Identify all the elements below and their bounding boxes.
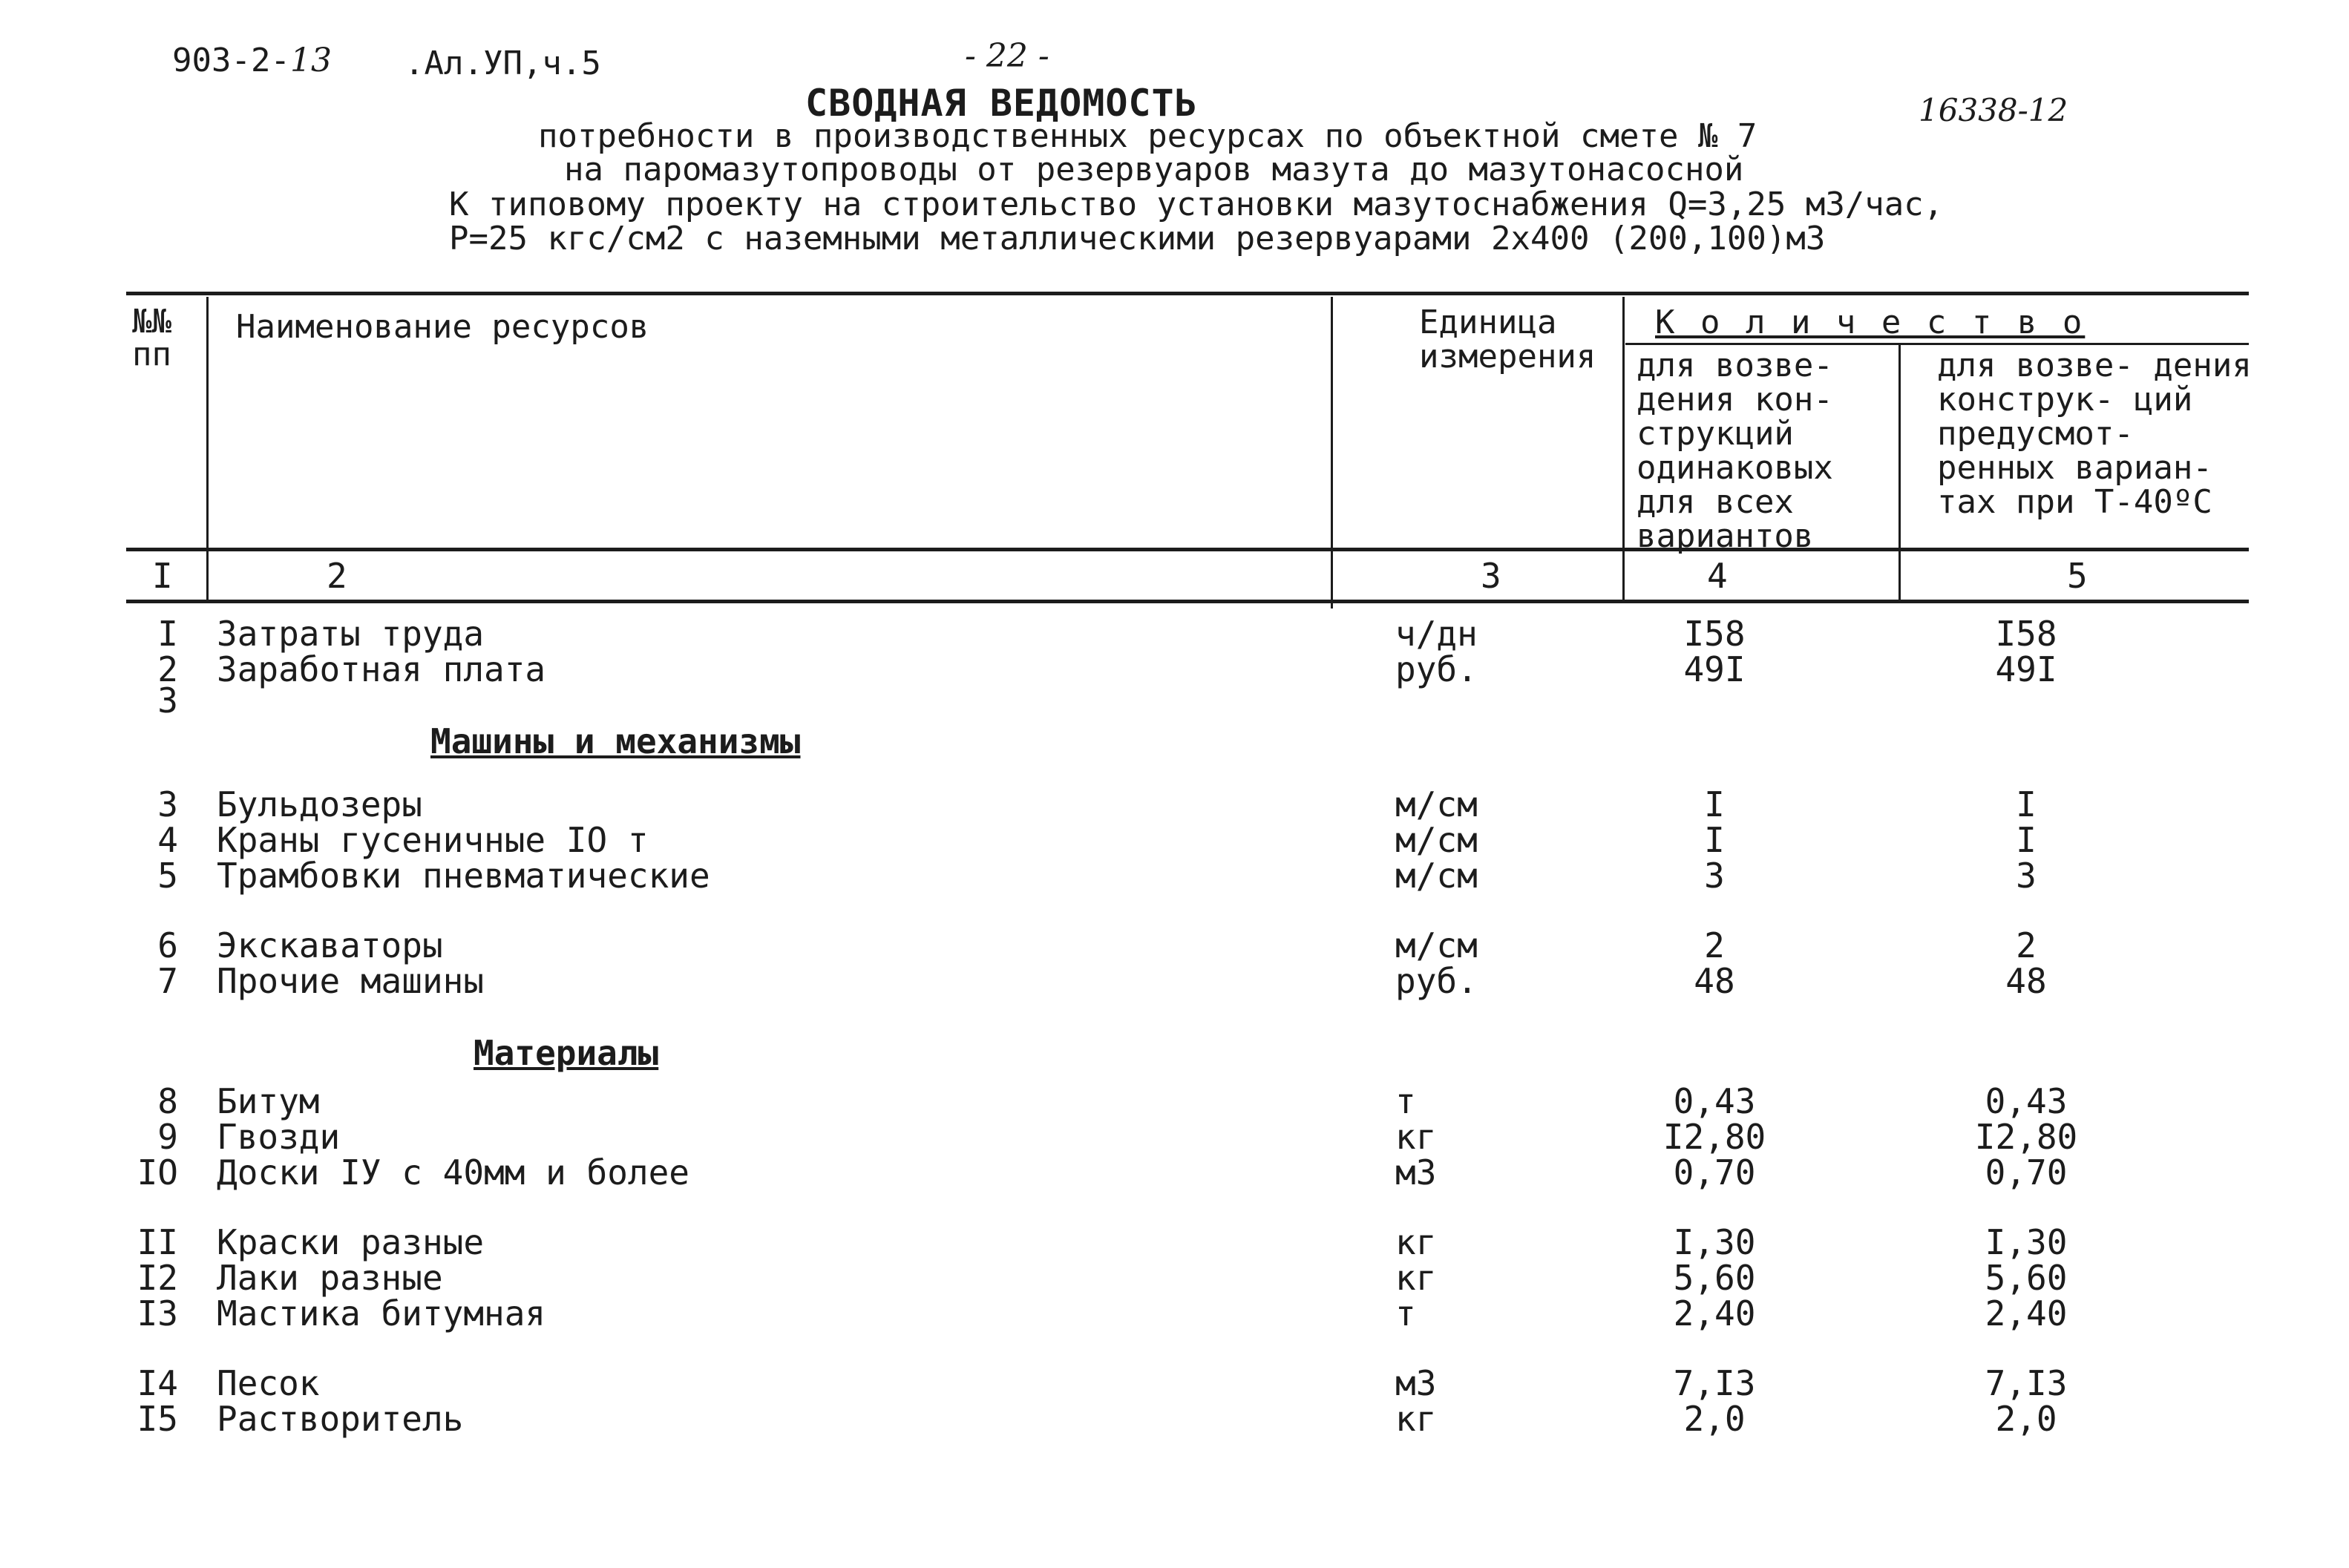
quantity-common: I xyxy=(1704,820,1725,860)
quantity-common: 2,40 xyxy=(1673,1293,1756,1334)
section-machines: Машины и механизмы xyxy=(430,721,801,761)
page-number: - 22 - xyxy=(965,37,1049,75)
unit-value: т xyxy=(1395,1293,1416,1334)
row-number: 3 xyxy=(157,784,178,824)
row-number: 2 xyxy=(157,649,178,689)
subtitle-line-3: К типовому проекту на строительство установки мазутоснабжения Q=3,25 м3/час, xyxy=(449,186,1944,223)
registration-stamp: 16338-12 xyxy=(1919,92,2068,128)
unit-value: ч/дн xyxy=(1395,614,1478,654)
header-unit: Единица измерения xyxy=(1419,304,1596,375)
unit-value: м3 xyxy=(1395,1152,1437,1193)
column-number-3: 3 xyxy=(1481,556,1501,596)
divider-name-unit xyxy=(1331,297,1333,608)
quantity-variant: 0,43 xyxy=(1985,1081,2068,1121)
unit-value: руб. xyxy=(1395,961,1478,1001)
unit-value: м/см xyxy=(1395,784,1478,824)
quantity-common: 2,0 xyxy=(1683,1399,1746,1439)
unit-value: руб. xyxy=(1395,649,1478,689)
quantity-common: I,30 xyxy=(1673,1222,1756,1262)
quantity-variant: I,30 xyxy=(1985,1222,2068,1262)
table-top-rule xyxy=(126,292,2249,295)
divider-num-name xyxy=(206,297,209,603)
row-number: IO xyxy=(137,1152,178,1193)
resource-name: Песок xyxy=(217,1363,320,1403)
quantity-common: 2 xyxy=(1704,925,1725,965)
row-number: I5 xyxy=(137,1399,178,1439)
subtitle-line-2: на паромазутопроводы от резервуаров мазута до мазутонасосной xyxy=(564,151,1744,188)
document-code-prefix: 903-2- xyxy=(172,42,290,79)
row-number: 9 xyxy=(157,1117,178,1157)
row-number: II xyxy=(137,1222,178,1262)
unit-value: м3 xyxy=(1395,1363,1437,1403)
album-reference: .Ал.УП,ч.5 xyxy=(404,45,601,82)
quantity-variant: 2,40 xyxy=(1985,1293,2068,1334)
resource-name: Экскаваторы xyxy=(217,925,443,965)
resource-name: Заработная плата xyxy=(217,649,546,689)
row-number: I4 xyxy=(137,1363,178,1403)
header-col5: для возве- дения конструк- ций предусмот- ренных вариан- тах при Т-40ºС xyxy=(1937,347,2252,521)
quantity-variant: I xyxy=(2016,820,2037,860)
resource-name: Растворитель xyxy=(217,1399,464,1439)
quantity-common: I xyxy=(1704,784,1725,824)
document-title: СВОДНАЯ ВЕДОМОСТЬ xyxy=(805,82,1198,125)
column-number-rule xyxy=(126,600,2249,603)
quantity-variant: 0,70 xyxy=(1985,1152,2068,1193)
quantity-common: I58 xyxy=(1683,614,1746,654)
unit-value: м/см xyxy=(1395,856,1478,896)
resource-name: Лаки разные xyxy=(217,1258,443,1298)
row-number: 5 xyxy=(157,856,178,896)
column-number-2: 2 xyxy=(327,556,347,596)
resource-name: Бульдозеры xyxy=(217,784,422,824)
header-quantity: К о л и ч е с т в о xyxy=(1655,304,2086,341)
header-bottom-rule xyxy=(126,548,2249,551)
resource-name: Краны гусеничные IO т xyxy=(217,820,649,860)
quantity-common: 0,70 xyxy=(1673,1152,1756,1193)
unit-value: т xyxy=(1395,1081,1416,1121)
subtitle-line-4: Р=25 кгс/см2 с наземными металлическими резервуарами 2х400 (200,100)м3 xyxy=(449,220,1826,257)
resource-name: Доски IУ с 40мм и более xyxy=(217,1152,689,1193)
quantity-common: 3 xyxy=(1704,856,1725,896)
resource-name: Трамбовки пневматические xyxy=(217,856,710,896)
column-number-4: 4 xyxy=(1707,556,1728,596)
resource-name: Мастика битумная xyxy=(217,1293,546,1334)
unit-value: м/см xyxy=(1395,925,1478,965)
unit-value: кг xyxy=(1395,1117,1437,1157)
header-number: №№ пп xyxy=(132,303,171,373)
row-number: I2 xyxy=(137,1258,178,1298)
row-number: 7 xyxy=(157,961,178,1001)
quantity-variant: 49I xyxy=(1995,649,2057,689)
divider-unit-qty xyxy=(1622,297,1625,603)
unit-value: кг xyxy=(1395,1258,1437,1298)
quantity-variant: 48 xyxy=(2005,961,2047,1001)
quantity-common: 49I xyxy=(1683,649,1746,689)
column-number-5: 5 xyxy=(2067,556,2088,596)
quantity-common: I2,80 xyxy=(1662,1117,1766,1157)
column-number-1: I xyxy=(152,556,173,596)
section-materials: Материалы xyxy=(474,1033,659,1073)
quantity-variant: I xyxy=(2016,784,2037,824)
quantity-variant: I58 xyxy=(1995,614,2057,654)
row-number: 8 xyxy=(157,1081,178,1121)
unit-value: кг xyxy=(1395,1399,1437,1439)
quantity-subheader-rule xyxy=(1625,343,2249,345)
row-number: 4 xyxy=(157,820,178,860)
divider-col4-col5 xyxy=(1898,343,1901,603)
document-code xyxy=(172,43,332,79)
header-resource-name: Наименование ресурсов xyxy=(236,308,649,346)
row-number: I xyxy=(157,614,178,654)
quantity-variant: 7,I3 xyxy=(1985,1363,2068,1403)
quantity-common: 5,60 xyxy=(1673,1258,1756,1298)
quantity-common: 7,I3 xyxy=(1673,1363,1756,1403)
quantity-variant: 3 xyxy=(2016,856,2037,896)
subtitle-line-1: потребности в производственных ресурсах по объектной смете № 7 xyxy=(538,117,1757,155)
row-number: 3 xyxy=(157,680,178,721)
resource-name: Битум xyxy=(217,1081,320,1121)
resource-name: Краски разные xyxy=(217,1222,485,1262)
quantity-variant: 2 xyxy=(2016,925,2037,965)
unit-value: кг xyxy=(1395,1222,1437,1262)
header-col4: для возве- дения кон- струкций одинаковых для всех вариантов xyxy=(1637,347,1833,555)
document-code-handwritten: 13 xyxy=(289,42,332,79)
row-number: 6 xyxy=(157,925,178,965)
quantity-variant: 2,0 xyxy=(1995,1399,2057,1439)
row-number: I3 xyxy=(137,1293,178,1334)
quantity-common: 0,43 xyxy=(1673,1081,1756,1121)
resource-name: Прочие машины xyxy=(217,961,485,1001)
resource-name: Гвозди xyxy=(217,1117,341,1157)
quantity-common: 48 xyxy=(1694,961,1735,1001)
resource-name: Затраты труда xyxy=(217,614,485,654)
quantity-variant: 5,60 xyxy=(1985,1258,2068,1298)
unit-value: м/см xyxy=(1395,820,1478,860)
quantity-variant: I2,80 xyxy=(1974,1117,2078,1157)
